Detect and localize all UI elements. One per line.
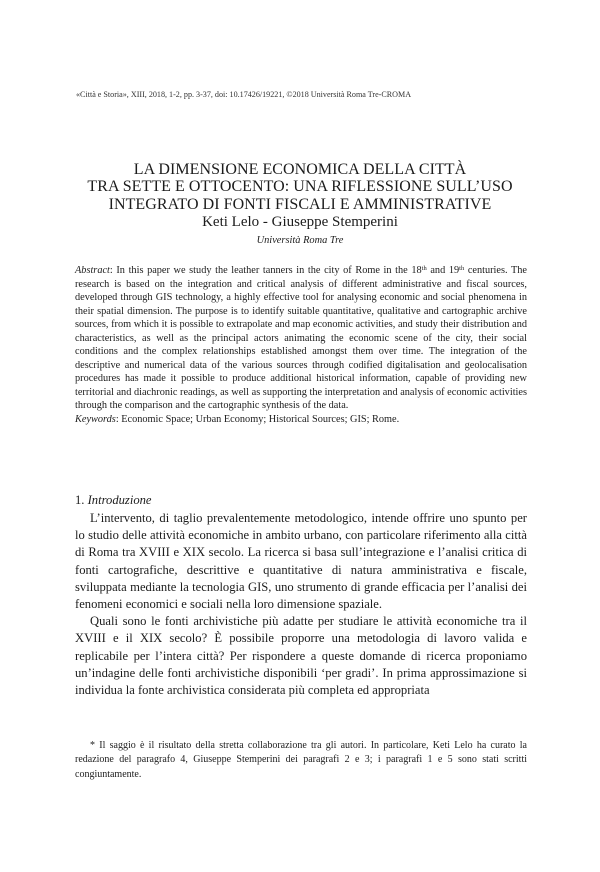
abstract [75, 264, 527, 426]
keywords [75, 413, 527, 427]
section-title: Introduzione [87, 493, 152, 507]
authors: Keti Lelo - Giuseppe Stemperini [202, 214, 398, 231]
article-title-line: TRA SETTE E OTTOCENTO: UNA RIFLESSIONE SULL’USO [87, 178, 513, 196]
section-heading [75, 492, 527, 509]
abstract-text-c: centuries. The research is based on the integration and critical analysis of different administrative and fiscal sources, developed through GIS technology, a highly effective tool for analysing economic and social phenomena in their spatial dimension. The purpose is to identify suitable quantitative, qualitative and cartographic archive sources, from which it is possible to extrapolate and map economic activities, and study their distribution and characteristics, as well as the principal actors animating the economic scene of the city, their social conditions and the complex relationships established amongst them over time. The integration of the descriptive and numerical data of the various sources through codified digitalisation and geolocalisation procedures has made it possible to produce additional historical information, capable of providing new territorial and diachronic readings, as well as supporting the interpretation and analysis of economic activities through the comparison and the cartographic synthesis of the data. [75, 265, 527, 411]
body-paragraph: L’intervento, di taglio prevalentemente metodologico, intende offrire uno spunto per lo studio delle attività economiche in ambito urbano, con particolare riferimento alla città di Roma tra XVIII e XIX secolo. La ricerca si basa sull’integrazione e l’analisi critica di fonti cartografiche, descrittive e quantitative di natura amministrativa e fiscale, sviluppata mediante la tecnologia GIS, uno strumento di grande efficacia per l’analisi dei fenomeni economici e sociali nella loro dimensione spaziale. [75, 511, 527, 612]
footnote-text: * Il saggio è il risultato della stretta collaborazione tra gli autori. In particolare, Keti Lelo ha curato la redazione del paragrafo 4, Giuseppe Stemperini dei paragrafi 2 e 3; i paragrafi 1 e 5 sono stati scritti congiuntamente. [75, 740, 527, 780]
affiliation: Università Roma Tre [256, 235, 344, 247]
footnote [75, 739, 527, 782]
section-number: 1. [75, 493, 85, 507]
superscript: th [421, 265, 427, 272]
running-head: «Città e Storia», XIII, 2018, 1-2, pp. 3-37, doi: 10.17426/19221, ©2018 Università Roma Tre-CROMA [76, 90, 412, 99]
section-introduzione [75, 492, 527, 699]
abstract-paragraph [75, 264, 527, 413]
article-title-line: INTEGRATO DI FONTI FISCALI E AMMINISTRATIVE [108, 195, 492, 213]
keywords-label: Keywords [75, 413, 116, 425]
title-block [0, 161, 600, 248]
body-paragraph: Quali sono le fonti archivistiche più adatte per studiare le attività economiche tra il XVIII e il XIX secolo? È possibile proporre una metodologia di lavoro valida e replicabile per l’intera città? Per rispondere a queste domande di ricerca proponiamo un’indagine delle fonti archivistiche disponibili ‘per gradi’. In prima approssimazione si individua la fonte archivistica considerata più completa ed appropriata [75, 614, 527, 698]
abstract-label: Abstract [75, 265, 110, 276]
keywords-text: : Economic Space; Urban Economy; Historical Sources; GIS; Rome. [115, 413, 400, 425]
superscript: th [459, 265, 465, 272]
article-title-line: LA DIMENSIONE ECONOMICA DELLA CITTÀ [133, 161, 467, 178]
abstract-text-b: and 19 [426, 265, 460, 276]
abstract-text-a: : In this paper we study the leather tanners in the city of Rome in the 18 [109, 265, 422, 276]
